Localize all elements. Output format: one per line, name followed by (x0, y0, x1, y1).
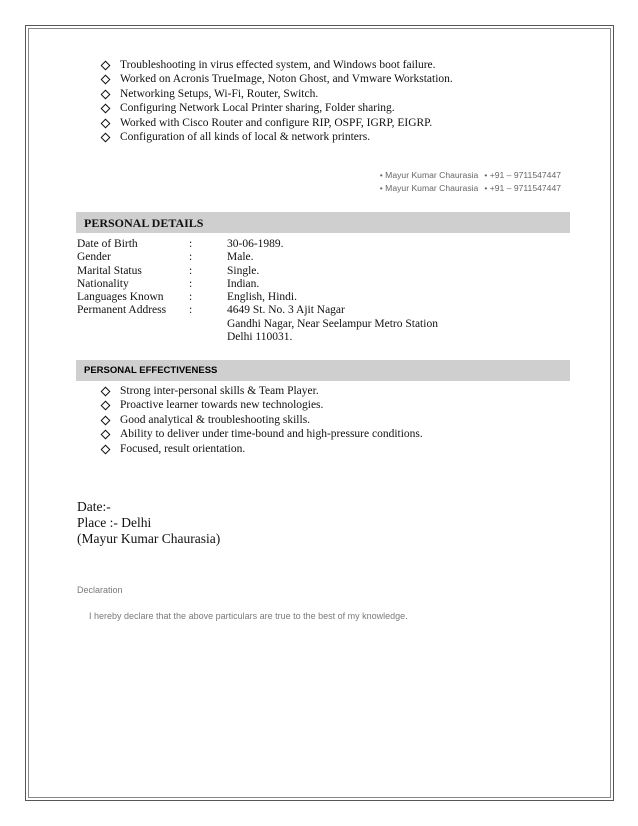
list-item: Focused, result orientation. (100, 442, 423, 456)
place-line: Place :- Delhi (77, 515, 152, 530)
contact-phone: • +91 – 9711547447 (484, 170, 561, 180)
table-row: Nationality : Indian. (77, 277, 260, 290)
signature-block (77, 499, 220, 547)
diamond-bullet-icon (101, 415, 111, 425)
personal-effectiveness-header (76, 360, 570, 381)
declaration-title: Declaration (77, 585, 123, 595)
section-title: PERSONAL EFFECTIVENESS (84, 365, 218, 376)
diamond-bullet-icon (101, 430, 111, 440)
contact-name: • Mayur Kumar Chaurasia (379, 183, 479, 193)
contact-line (374, 170, 561, 180)
declaration-text: I hereby declare that the above particulars are true to the best of my knowledge. (89, 611, 408, 621)
effectiveness-list (100, 384, 423, 456)
diamond-bullet-icon (101, 401, 111, 411)
list-item: Configuration of all kinds of local & network printers. (100, 130, 453, 144)
table-row: Permanent Address : 4649 St. No. 3 Ajit Nagar (77, 304, 345, 317)
diamond-bullet-icon (101, 133, 111, 143)
section-title: PERSONAL DETAILS (84, 216, 204, 230)
diamond-bullet-icon (101, 89, 111, 99)
diamond-bullet-icon (101, 444, 111, 454)
table-row: Marital Status : Single. (77, 264, 260, 277)
diamond-bullet-icon (101, 61, 111, 71)
table-row: Languages Known : English, Hindi. (77, 291, 297, 304)
list-item: Worked with Cisco Router and configure RIP, OSPF, IGRP, EIGRP. (100, 116, 453, 130)
table-row: Delhi 110031. (227, 331, 293, 344)
contact-name: • Mayur Kumar Chaurasia (379, 170, 479, 180)
diamond-bullet-icon (101, 118, 111, 128)
list-item: Troubleshooting in virus effected system, and Windows boot failure. (100, 58, 453, 72)
skills-list (100, 58, 453, 144)
signature-name: (Mayur Kumar Chaurasia) (77, 531, 221, 546)
list-item: Good analytical & troubleshooting skills. (100, 413, 423, 427)
list-item: Proactive learner towards new technologies. (100, 398, 423, 412)
diamond-bullet-icon (101, 104, 111, 114)
contact-phone: • +91 – 9711547447 (484, 183, 561, 193)
list-item: Worked on Acronis TrueImage, Noton Ghost, and Vmware Workstation. (100, 72, 453, 86)
table-row: Date of Birth : 30-06-1989. (77, 238, 284, 250)
diamond-bullet-icon (101, 75, 111, 85)
contact-line (374, 183, 561, 193)
list-item: Networking Setups, Wi-Fi, Router, Switch. (100, 87, 453, 101)
list-item: Configuring Network Local Printer sharing, Folder sharing. (100, 101, 453, 115)
table-row: Gandhi Nagar, Near Seelampur Metro Station (227, 317, 438, 330)
personal-details-header (76, 212, 570, 233)
list-item: Strong inter-personal skills & Team Player. (100, 384, 423, 398)
date-line: Date:- (77, 499, 111, 514)
table-row: Gender : Male. (77, 251, 254, 264)
diamond-bullet-icon (101, 387, 111, 397)
personal-details-table (77, 238, 438, 344)
list-item: Ability to deliver under time-bound and high-pressure conditions. (100, 427, 423, 441)
